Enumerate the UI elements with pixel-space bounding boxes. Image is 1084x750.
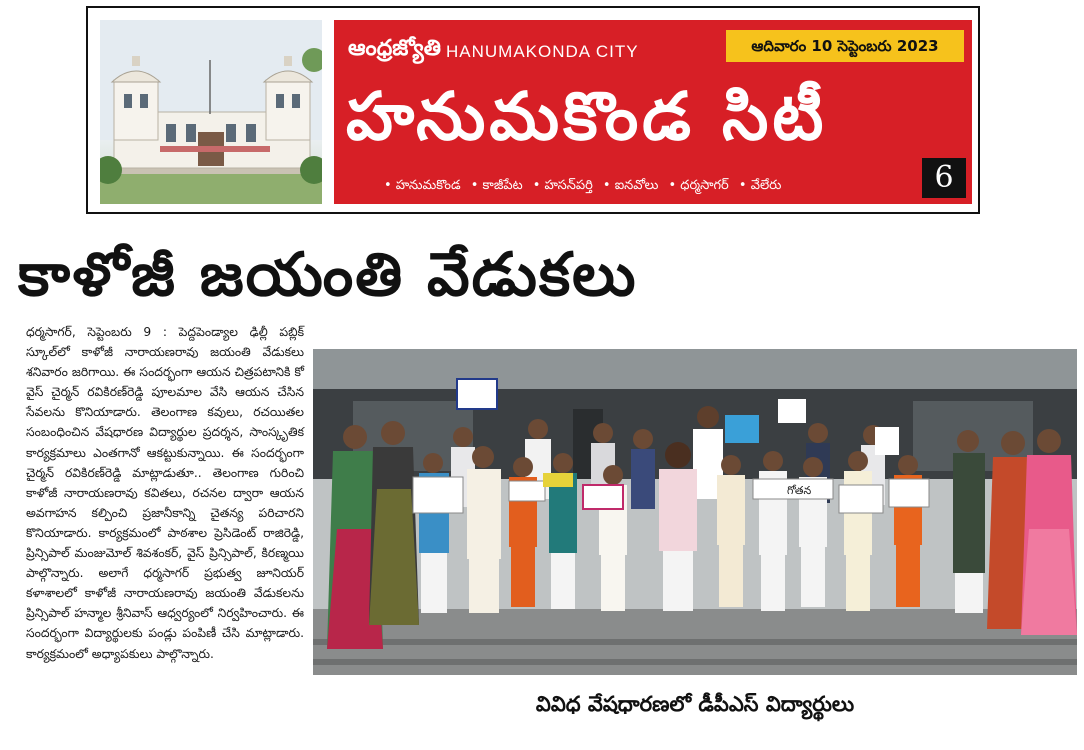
masthead bbox=[86, 6, 980, 214]
place-item: • వేలేరు bbox=[738, 178, 782, 193]
edition-name-english: HANUMAKONDA CITY bbox=[446, 42, 639, 61]
page-number: 6 bbox=[922, 158, 966, 198]
placard-text: గోతన bbox=[787, 484, 812, 497]
headline: కాళోజీ జయంతి వేడుకలు bbox=[18, 240, 638, 310]
place-item: • కాజీపేట bbox=[470, 178, 523, 193]
students-group-illustration bbox=[313, 349, 1077, 675]
place-item: • హనుమకొండ bbox=[384, 178, 461, 193]
places-list bbox=[384, 178, 787, 196]
place-item: • హసన్‌పర్తి bbox=[532, 178, 593, 193]
building-photo bbox=[100, 20, 322, 204]
article-body: ధర్మసాగర్, సెప్టెంబరు 9 : పెద్దపెండ్యాల ఢిల్లీ పబ్లిక్ స్కూల్‌లో కాళోజీ నారాయణరావు జయంతి వేడుకలు శనివారం జరిగాయి. ఈ సందర్భంగా ఆయన చిత్రపటానికి కో వైస్ చైర్మన్ రవికిరణ్‌రెడ్డి పూలమాల వేసి ఆయన చేసిన సేవలను కొనియాడారు. తెలంగాణ కవులు, రచయితల సంబంధించిన వేషధారణ విద్యార్థుల ప్రదర్శన, సాంస్కృతిక కార్యక్రమాలు ఎంతగానో ఆకట్టుకున్నాయి. ఈ సందర్భంగా చైర్మన్ రవికిరణ్‌రెడ్డి మాట్లాడుతూ.. తెలంగాణ గురించి కాళోజీ నారాయణరావు కవితలు, రచనల ద్వారా ఆయన అవగాహన కల్పించి ప్రజానీకాన్ని చైతన్య పరిచారని కొనియాడారు. కార్యక్రమంలో పాఠశాల ప్రెసిడెంట్ రాజిరెడ్డి, ప్రిన్సిపాల్ మంజుమోల్ శివశంకర్, వైస్ ప్రిన్సిపాల్, కిరణ్మయి పాల్గొన్నారు. అలాగే ధర్మసాగర్ ప్రభుత్వ జూనియర్ కళాశాలలో కాళోజీ నారాయణరావు జయంతి వేడుకలను ప్రిన్సిపాల్ హన్మాల శ్రీనివాస్ ఆధ్వర్యంలో నిర్వహించారు. ఈ సందర్భంగా విద్యార్థులకు పండ్లు పంపిణీ చేసి మాట్లాడారు. కార్యక్రమంలో అధ్యాపకులు పాల్గొన్నారు. bbox=[26, 325, 304, 661]
edition-name-telugu: హనుమకొండ సిటీ bbox=[346, 78, 828, 155]
group-photo bbox=[313, 349, 1077, 675]
place-item: • ధర్మసాగర్ bbox=[668, 178, 729, 193]
heritage-building-illustration bbox=[100, 20, 322, 204]
place-item: • ఐనవోలు bbox=[602, 178, 659, 193]
newspaper-logo: ఆంధ్రజ్యోతి bbox=[348, 36, 441, 61]
masthead-banner bbox=[334, 20, 972, 204]
issue-date: ఆదివారం 10 సెప్టెంబరు 2023 bbox=[726, 30, 964, 62]
photo-caption: వివిధ వేషధారణలో డీపీఎస్ విద్యార్థులు bbox=[535, 692, 855, 716]
